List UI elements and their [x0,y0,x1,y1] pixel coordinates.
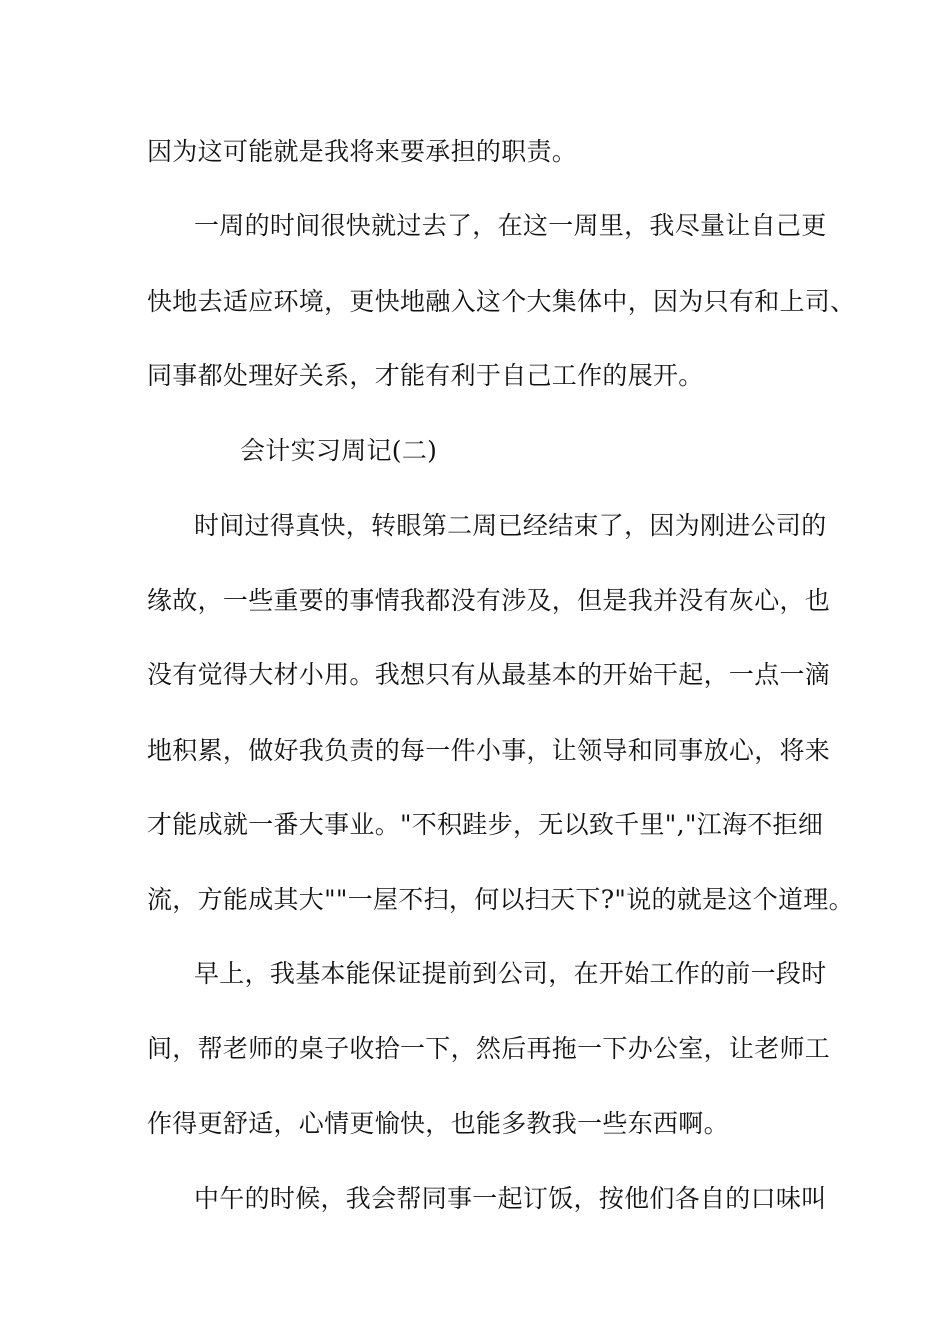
text-line: 时间过得真快，转眼第二周已经结束了，因为刚进公司的 [194,511,827,540]
text-line: 地积累，做好我负责的每一件小事，让领导和同事放心，将来 [147,736,831,765]
text-line: 一周的时间很快就过去了，在这一周里，我尽量让自己更 [194,211,827,240]
text-line: 作得更舒适，心情更愉快，也能多教我一些东西啊。 [147,1109,729,1138]
section-heading: 会计实习周记(二) [240,436,438,465]
text-line: 流，方能成其大""一屋不扫，何以扫天下?"说的就是这个道理。 [147,885,854,914]
text-line: 缘故，一些重要的事情我都没有涉及，但是我并没有灰心，也 [147,586,831,615]
text-line: 没有觉得大材小用。我想只有从最基本的开始干起，一点一滴 [147,660,831,689]
text-line: 间，帮老师的桌子收拾一下，然后再拖一下办公室，让老师工 [147,1034,831,1063]
text-line: 中午的时候，我会帮同事一起订饭，按他们各自的口味叫 [194,1184,827,1213]
text-line: 快地去适应环境，更快地融入这个大集体中，因为只有和上司、 [147,287,856,316]
text-line: 早上，我基本能保证提前到公司，在开始工作的前一段时 [194,959,827,988]
text-line: 因为这可能就是我将来要承担的职责。 [147,137,578,166]
text-line: 同事都处理好关系，才能有利于自己工作的展开。 [147,361,704,390]
text-line: 才能成就一番大事业。"不积跬步，无以致千里","江海不拒细 [147,810,824,839]
